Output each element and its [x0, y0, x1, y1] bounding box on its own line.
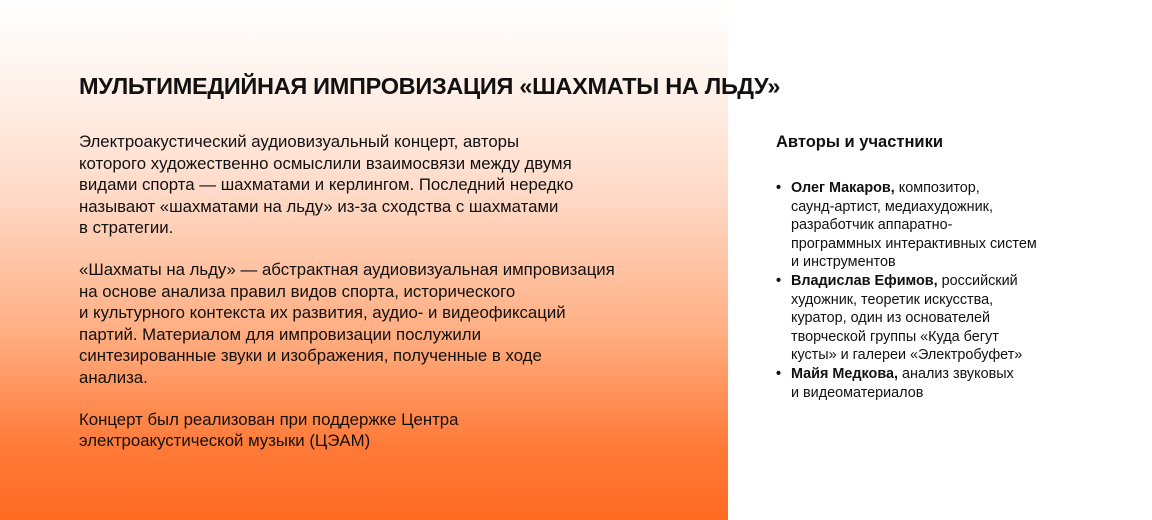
participant-role: композитор, саунд-артист, медиахудожник, разработчик аппаратно- программных интерактивных систем и инструментов: [791, 180, 1037, 271]
list-item: [776, 365, 1116, 402]
page-title: МУЛЬТИМЕДИЙНАЯ ИМПРОВИЗАЦИЯ «ШАХМАТЫ НА ЛЬДУ»: [79, 73, 781, 99]
bullet-icon: •: [776, 180, 782, 196]
participants-heading: Авторы и участники: [776, 133, 943, 151]
description-paragraph: Электроакустический аудиовизуальный концерт, авторы которого художественно осмыслили взаимосвязи между двумя видами спорта — шахматами и керлингом. Последний нередко называют «шахматами на льду» из-за сходства с шахматами в стратегии.: [79, 132, 574, 238]
list-item: [776, 179, 1116, 272]
participant-role: российский художник, теоретик искусства, куратор, один из основателей творческой группы «Куда бегут кусты» и галереи «Электробуфет»: [791, 272, 1023, 364]
description-paragraph: Концерт был реализован при поддержке Центра электроакустической музыки (ЦЭАМ): [79, 409, 459, 451]
list-item: [776, 272, 1116, 365]
participant-role: анализ звуковых и видеоматериалов: [791, 365, 1014, 401]
participants-sidebar: [776, 131, 1116, 402]
description-paragraph: «Шахматы на льду» — абстрактная аудиовизуальная импровизация на основе анализа правил видов спорта, исторического и культурного контекста их развития, аудио- и видеофиксаций партий. Материалом для импровизации послужили синтезированные звуки и изображения, полученные в ходе анализа.: [79, 259, 615, 387]
participants-list: [776, 179, 1116, 402]
bullet-icon: •: [776, 365, 782, 382]
participant-name: Майя Медкова,: [791, 365, 898, 382]
participant-name: Олег Макаров,: [791, 180, 895, 196]
description-text: [79, 131, 679, 472]
bullet-icon: •: [776, 272, 782, 289]
participant-name: Владислав Ефимов,: [791, 272, 938, 289]
